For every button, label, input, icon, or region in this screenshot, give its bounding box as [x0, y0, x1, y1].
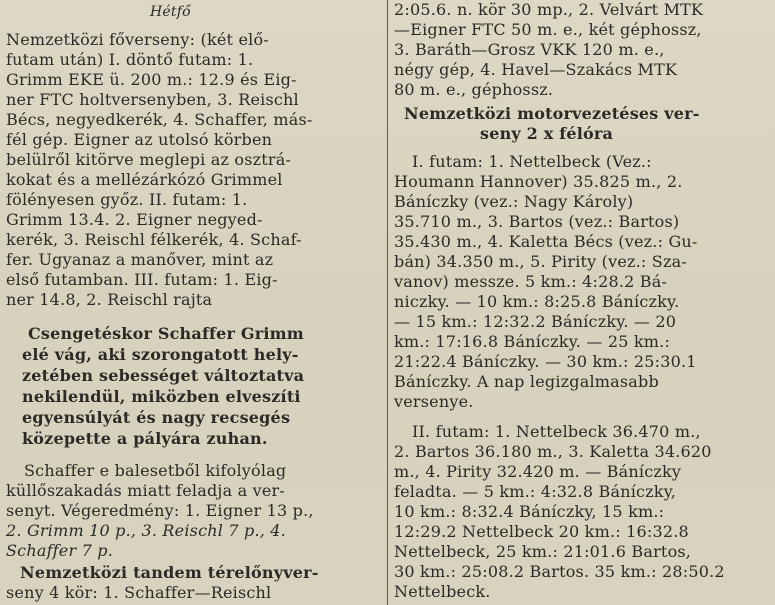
left-line: belülről kitörve meglepi az osztrá-	[6, 150, 292, 169]
left-line: Nemzetközi főverseny: (két elő-	[6, 30, 269, 49]
left-line: ner FTC holtversenyben, 3. Reischl	[6, 90, 299, 109]
tail-line: küllőszakadás miatt feladja a ver-	[6, 481, 285, 500]
tail-line: Schaffer 7 p.	[6, 541, 114, 560]
left-line: ner 14.8, 2. Reischl rajta	[6, 290, 213, 309]
left-column	[0, 0, 386, 605]
left-line: kokat és a mellézárkózó Grimmel	[6, 170, 283, 189]
right-line: 2. Bartos 36.180 m., 3. Kaletta 34.620	[394, 442, 712, 461]
left-line: kerék, 3. Reischl félkerék, 4. Schaf-	[6, 230, 302, 249]
right-line: Houmann Hannover) 35.825 m., 2.	[394, 172, 683, 191]
box-line: Csengetéskor Schaffer Grimm	[28, 324, 304, 343]
section-title: seny 2 x félóra	[480, 124, 614, 143]
right-line: Nettelbeck.	[394, 582, 491, 601]
right-line: vanov) messze. 5 km.: 4:28.2 Bá-	[394, 272, 668, 291]
left-line: Grimm 13.4. 2. Eigner negyed-	[6, 210, 263, 229]
tail-line: senyt. Végeredmény: 1. Eigner 13 p.,	[6, 501, 314, 520]
right-line: versenye.	[394, 392, 474, 411]
box-line: közepette a pályára zuhan.	[22, 429, 268, 448]
right-line: 2:05.6. n. kör 30 mp., 2. Velvárt MTK	[394, 0, 704, 19]
right-line: m., 4. Pirity 32.420 m. — Báníczky	[394, 462, 682, 481]
column-divider	[387, 0, 388, 605]
right-line: I. futam: 1. Nettelbeck (Vez.:	[412, 152, 652, 171]
right-line: II. futam: 1. Nettelbeck 36.470 m.,	[412, 422, 701, 441]
right-line: — 15 km.: 12:32.2 Báníczky. — 20	[394, 312, 677, 331]
tail-line: 2. Grimm 10 p., 3. Reischl 7 p., 4.	[6, 521, 286, 540]
box-line: egyensúlyát és nagy recsegés	[22, 408, 291, 427]
left-line: futam után) I. döntő futam: 1.	[6, 50, 254, 69]
day-header: Hétfő	[150, 4, 191, 20]
right-line: 21:22.4 Báníczky. — 30 km.: 25:30.1	[394, 352, 697, 371]
left-line: Grimm EKE ü. 200 m.: 12.9 és Eig-	[6, 70, 297, 89]
left-line: fer. Ugyanaz a manőver, mint az	[6, 250, 274, 269]
left-line: fél gép. Eigner az utolsó körben	[6, 130, 273, 149]
right-line: feladta. — 5 km.: 4:32.8 Báníczky,	[394, 482, 677, 501]
box-line: nekilendül, miközben elveszíti	[22, 387, 301, 406]
right-line: niczky. — 10 km.: 8:25.8 Báníczky.	[394, 292, 680, 311]
right-column	[390, 0, 775, 605]
tail-line: Nemzetközi tandem térelőnyver-	[20, 563, 319, 582]
right-line: Báníczky (vez.: Nagy Károly)	[394, 192, 634, 211]
tail-line: seny 4 kör: 1. Schaffer—Reischl	[6, 583, 272, 602]
left-line: első futamban. III. futam: 1. Eig-	[6, 270, 278, 289]
right-line: 35.430 m., 4. Kaletta Bécs (vez.: Gu-	[394, 232, 698, 251]
right-line: 3. Baráth—Grosz VKK 120 m. e.,	[394, 40, 665, 59]
right-line: négy gép, 4. Havel—Szakács MTK	[394, 60, 678, 79]
right-line: Nettelbeck, 25 km.: 21:01.6 Bartos,	[394, 542, 692, 561]
left-line: Bécs, negyedkerék, 4. Schaffer, más-	[6, 110, 313, 129]
right-line: 80 m. e., géphossz.	[394, 80, 554, 99]
right-line: 12:29.2 Nettelbeck 20 km.: 16:32.8	[394, 522, 689, 541]
box-line: elé vág, aki szorongatott hely-	[22, 345, 299, 364]
right-line: 30 km.: 25:08.2 Bartos. 35 km.: 28:50.2	[394, 562, 725, 581]
left-line: fölényesen győz. II. futam: 1.	[6, 190, 248, 209]
box-line: zetében sebességet változtatva	[22, 366, 305, 385]
tail-line: Schaffer e balesetből kifolyólag	[24, 461, 287, 480]
right-line: —Eigner FTC 50 m. e., két géphossz,	[394, 20, 702, 39]
right-line: bán) 34.350 m., 5. Pirity (vez.: Sza-	[394, 252, 687, 271]
right-line: 10 km.: 8:32.4 Báníczky, 15 km.:	[394, 502, 665, 521]
right-line: Báníczky. A nap legizgalmasabb	[394, 372, 659, 391]
right-line: km.: 17:16.8 Báníczky. — 25 km.:	[394, 332, 671, 351]
section-title: Nemzetközi motorvezetéses ver-	[404, 104, 700, 123]
right-line: 35.710 m., 3. Bartos (vez.: Bartos)	[394, 212, 680, 231]
